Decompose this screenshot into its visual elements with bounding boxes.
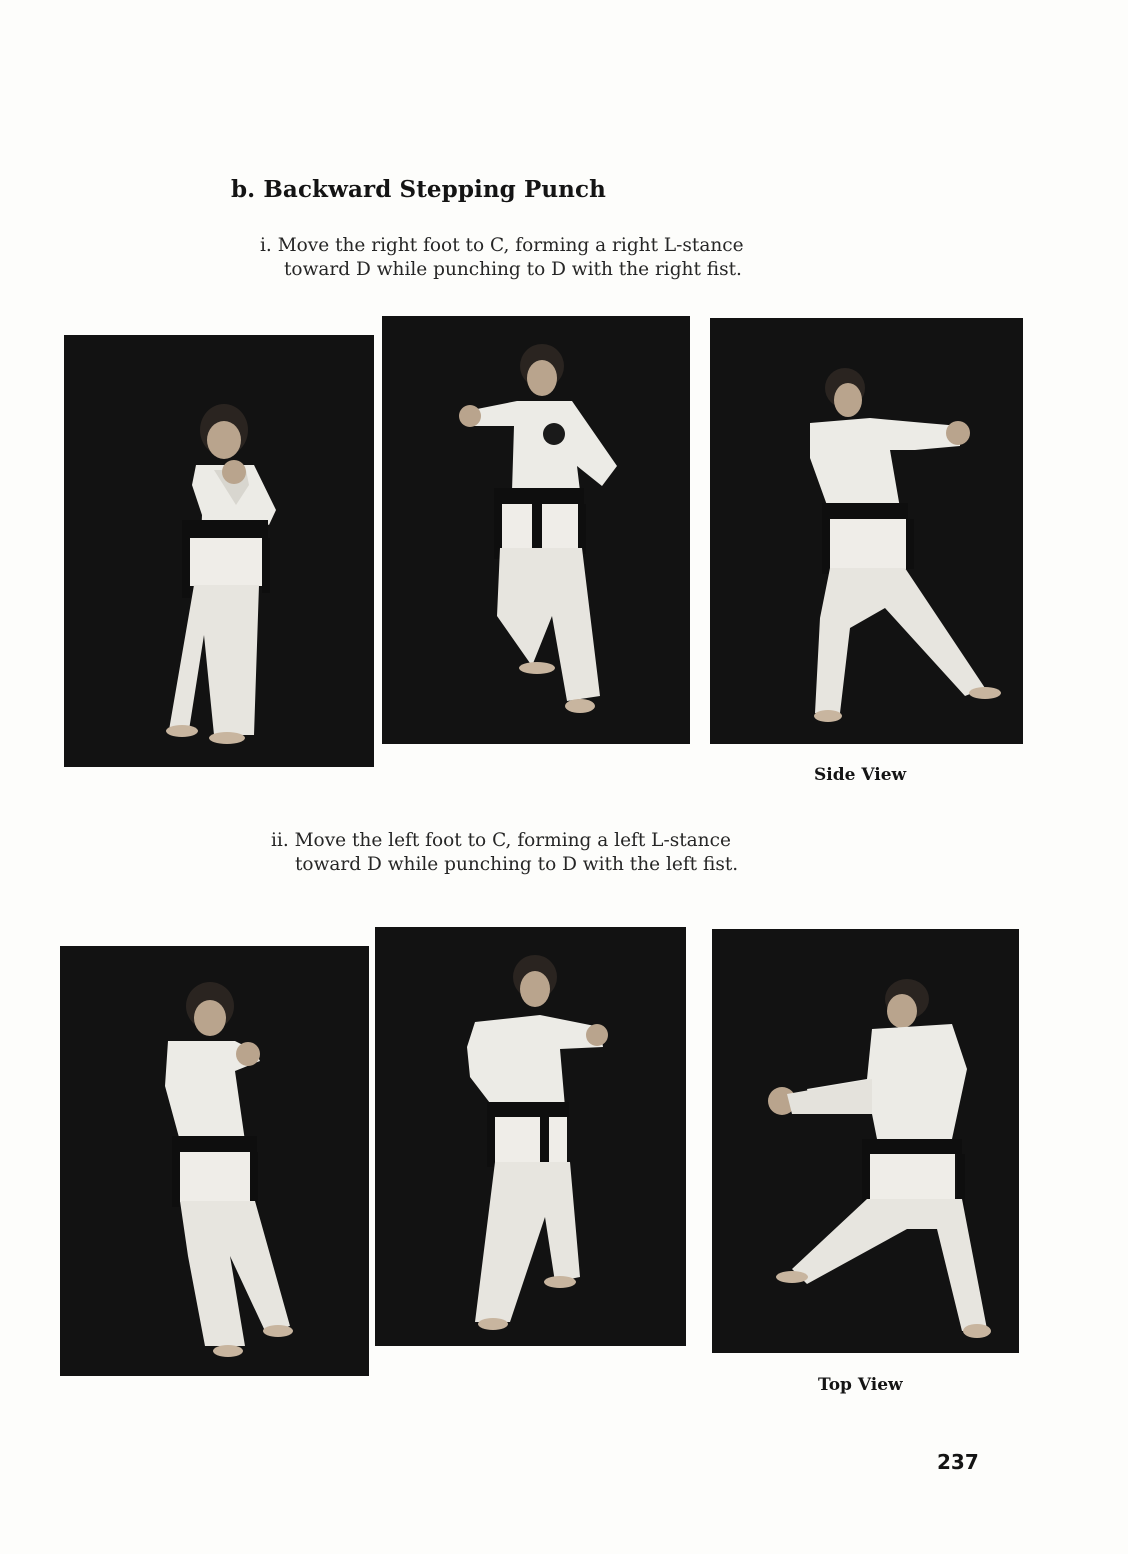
photo-step2-top-view xyxy=(712,929,1019,1353)
step-text-line: Move the left foot to C, forming a left L-stance xyxy=(294,830,731,851)
step-marker: i. xyxy=(260,235,272,256)
photo-step2-front xyxy=(60,946,369,1376)
martial-artist-figure xyxy=(60,946,369,1376)
step-text-line: toward D while punching to D with the right fist. xyxy=(284,259,742,280)
photo-step2-punch xyxy=(375,927,686,1346)
page-number: 237 xyxy=(937,1450,979,1474)
caption-side-view: Side View xyxy=(814,765,907,785)
step-instruction-2 xyxy=(271,829,738,877)
martial-artist-figure xyxy=(382,316,690,744)
martial-artist-figure xyxy=(710,318,1023,744)
martial-artist-figure xyxy=(64,335,374,767)
caption-top-view: Top View xyxy=(818,1375,903,1395)
photo-step1-punch xyxy=(382,316,690,744)
martial-artist-figure xyxy=(712,929,1019,1353)
step-instruction-1 xyxy=(260,234,744,282)
photo-step1-front xyxy=(64,335,374,767)
step-text-line: toward D while punching to D with the left fist. xyxy=(295,854,739,875)
step-marker: ii. xyxy=(271,830,289,851)
section-title: b. Backward Stepping Punch xyxy=(231,176,606,203)
step-text-line: Move the right foot to C, forming a right L-stance xyxy=(277,235,744,256)
martial-artist-figure xyxy=(375,927,686,1346)
photo-step1-side-view xyxy=(710,318,1023,744)
